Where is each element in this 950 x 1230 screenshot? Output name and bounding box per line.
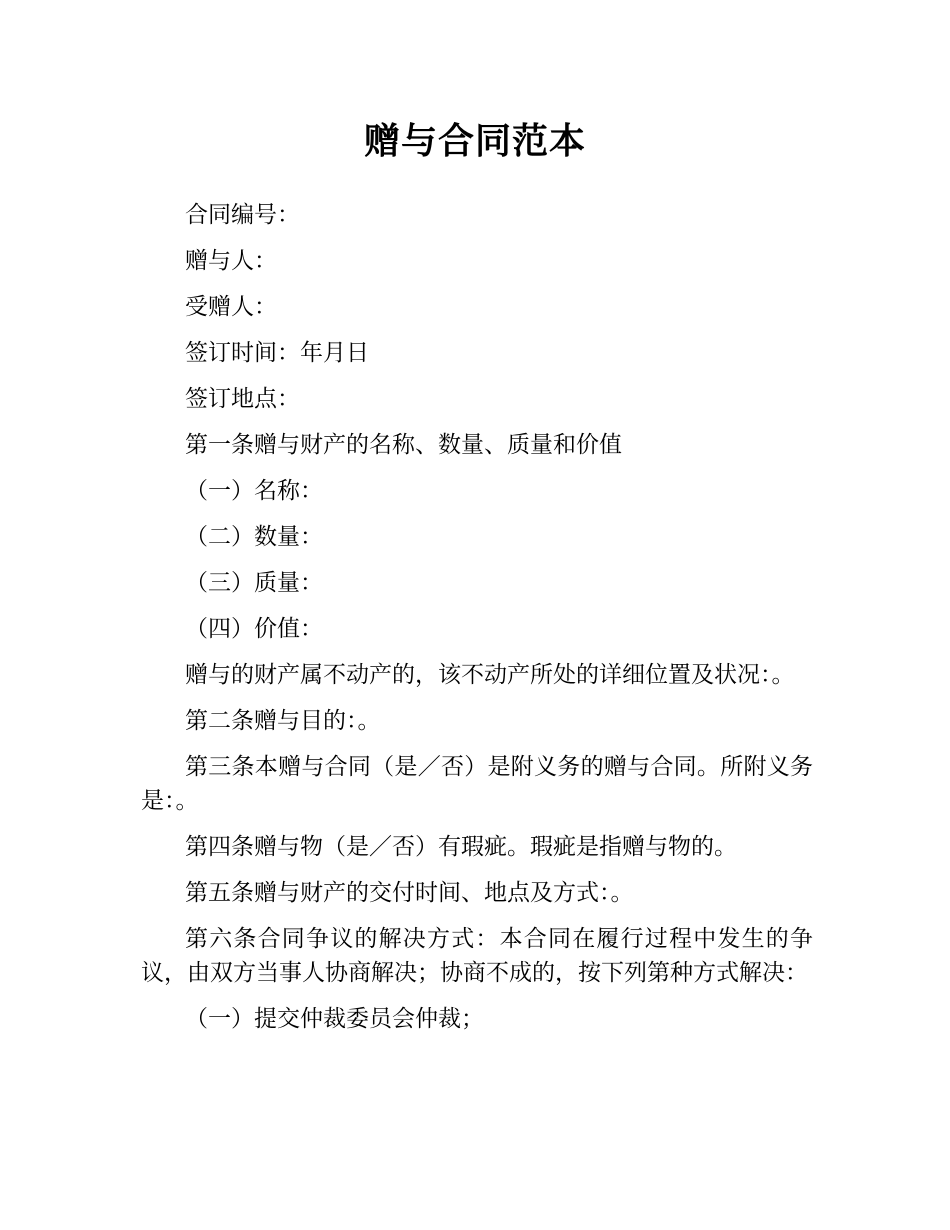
signing-time-line: 签订时间：年月日 — [185, 340, 369, 366]
article-1-item-quality: （三）质量： — [185, 570, 323, 596]
document-body — [141, 198, 813, 1048]
article-1-item-quantity: （二）数量： — [185, 524, 323, 550]
document-title: 赠与合同范本 — [363, 121, 586, 162]
article-1-item-value: （四）价值： — [185, 616, 323, 642]
article-6: 第六条合同争议的解决方式：本合同在履行过程中发生的争议，由双方当事人协商解决；协商不成的，按下列第种方式解决： — [141, 926, 813, 986]
donee-line: 受赠人： — [185, 294, 277, 320]
article-2: 第二条赠与目的：。 — [185, 708, 381, 734]
contract-number-line: 合同编号： — [185, 202, 300, 228]
real-estate-paragraph: 赠与的财产属不动产的，该不动产所处的详细位置及状况：。 — [185, 662, 795, 688]
article-5: 第五条赠与财产的交付时间、地点及方式：。 — [185, 880, 634, 906]
donor-line: 赠与人： — [185, 248, 277, 274]
article-4: 第四条赠与物（是／否）有瑕疵。瑕疵是指赠与物的。 — [185, 834, 737, 860]
signing-place-line: 签订地点： — [185, 386, 300, 412]
article-1-item-name: （一）名称： — [185, 478, 323, 504]
article-1-heading: 第一条赠与财产的名称、数量、质量和价值 — [185, 432, 622, 458]
article-6-option-1: （一）提交仲裁委员会仲裁； — [185, 1006, 484, 1032]
article-3: 第三条本赠与合同（是／否）是附义务的赠与合同。所附义务是：。 — [141, 754, 813, 814]
